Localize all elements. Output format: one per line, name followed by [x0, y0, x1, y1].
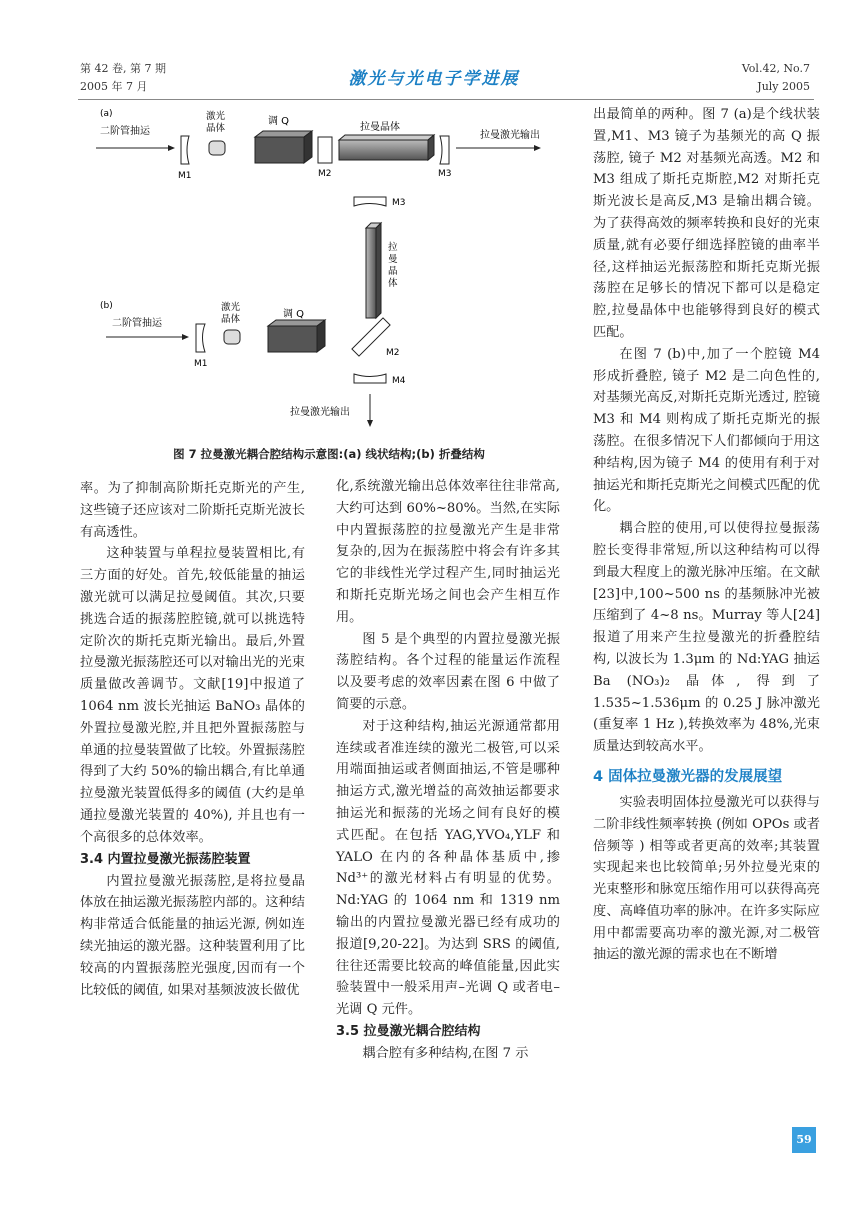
- section-heading-4: 4 固体拉曼激光器的发展展望: [593, 768, 783, 785]
- qswitch-label-b: 调 Q: [283, 309, 305, 320]
- crystal-label-b1: 激光: [221, 302, 241, 313]
- paragraph: 这种装置与单程拉曼装置相比,有三方面的好处。首先,较低能量的抽运激光就可以满足拉曼阈值。其次,只要挑选合适的振荡腔腔镜,就可以挑选特定阶次的斯托克斯光输出。最后,外置拉曼激光振荡腔还可以对输出光的光束质量做改善调节。文献[19]中报道了1064 nm 波长光抽运 BaNO₃ 晶体的外置拉曼激光腔,并且把外置振荡腔与单通的拉曼装置做了比较。外置振荡腔得到了大约 50%的输出耦合,有比单通拉曼激光装置低得多的阈值 (大约是单通拉曼激光装置的 40%), 并且也有一个高很多的总体效率。: [80, 546, 305, 845]
- qswitch-a: [255, 131, 312, 163]
- output-label-a: 拉曼激光输出: [480, 130, 540, 141]
- pump-label-a: 二阶管抽运: [100, 126, 150, 137]
- paragraph: 图 5 是个典型的内置拉曼激光振荡腔结构。各个过程的能量运作流程以及要考虑的效率因素在图 6 中做了简要的示意。: [336, 631, 560, 712]
- mirror-m4-b: [354, 374, 386, 383]
- raman-crystal-a: [339, 135, 434, 160]
- mirror-m1-a: [181, 136, 189, 164]
- raman-crystal-label-a: 拉曼晶体: [360, 122, 400, 133]
- m3-label-b: M3: [392, 198, 406, 208]
- mirror-m2-b: [352, 318, 390, 356]
- figure-caption: 图 7 拉曼激光耦合腔结构示意图:(a) 线状结构;(b) 折叠结构: [173, 447, 485, 461]
- laser-crystal-b: [224, 330, 240, 344]
- paragraph: 对于这种结构,抽运光源通常都用连续或者准连续的激光二极管,可以采用端面抽运或者侧面抽运,不管是哪种抽运方式,激光增益的高效抽运都要求抽运光和振荡的光场之间有良好的模式匹配。在包括 YAG,YVO₄,YLF 和 YALO 在内的各种晶体基质中,掺 Nd³⁺的激光材料占有明显的优势。Nd:YAG 的 1064 nm 和 1319 nm 输出的内置拉曼激光器已经有成功的报道[9,20-22]。为达到 SRS 的阈值,往往还需要比较高的峰值能量,因此实验装置中一般采用声–光调 Q 或者电–光调 Q 元件。: [336, 718, 560, 1018]
- date-info-en: July 2005: [757, 80, 810, 93]
- m3-label-a: M3: [438, 169, 452, 179]
- output-label-b: 拉曼激光输出: [290, 407, 350, 418]
- section-heading-3-5: 3.5 拉曼激光耦合腔结构: [336, 1023, 481, 1039]
- paragraph: 实验表明固体拉曼激光可以获得与二阶非线性频率转换 (例如 OPOs 或者倍频等 ) 相等或者更高的效率;其装置实现起来也比较简单;另外拉曼光束的光束整形和脉宽压缩作用可以获得高亮度、高峰值功率的脉冲。在许多实际应用中都需要高功率的激光源,对二极管抽运的激光源的需求也在不断增: [593, 794, 820, 963]
- qswitch-b: [268, 320, 325, 352]
- mirror-m3-a: [440, 136, 449, 164]
- raman-v2: 曼: [388, 254, 398, 265]
- m1-label-b: M1: [194, 359, 208, 369]
- date-info: 2005 年 7 月: [80, 80, 148, 93]
- section-heading-3-4: 3.4 内置拉曼激光振荡腔装置: [80, 851, 251, 867]
- label-a: (a): [100, 109, 113, 119]
- label-b: (b): [100, 301, 113, 311]
- laser-crystal-a: [209, 141, 225, 155]
- paragraph: 耦合腔的使用,可以使得拉曼振荡腔长变得非常短,所以这种结构可以得到最大程度上的激光脉冲压缩。在文献[23]中,100~500 ns 的基频脉冲光被压缩到了 4~8 ns。Murray 等人[24]报道了用来产生拉曼激光的折叠腔结构, 以波长为 1.3μm 的 Nd:YAG 抽运 Ba (NO₃)₂ 晶体, 得到了 1.535~1.536μm 的 0.25 J 脉冲激光 (重复率 1 Hz ),转换效率为 48%,光束质量达到较高水平。: [593, 521, 820, 755]
- journal-title: 激光与光电子学进展: [348, 69, 520, 89]
- qswitch-label-a: 调 Q: [268, 116, 290, 127]
- paragraph: 在图 7 (b)中,加了一个腔镜 M4 形成折叠腔, 镜子 M2 是二向色性的,对基频光高反,对斯托克斯光透过, 腔镜 M3 和 M4 则构成了斯托克斯光的振荡腔。在很多情况下人们都倾向于用这种结构,因为镜子 M4 的使用有利于对抽运光和斯托克斯光之间模式匹配的优化。: [593, 346, 820, 515]
- paragraph: 耦合腔有多种结构,在图 7 示: [362, 1045, 529, 1061]
- mirror-m3-b: [354, 197, 386, 206]
- crystal-label-a2: 晶体: [206, 123, 226, 134]
- crystal-label-a1: 激光: [206, 111, 226, 122]
- paragraph: 率。为了抑制高阶斯托克斯光的产生,这些镜子还应该对二阶斯托克斯光波长有高透性。: [80, 481, 305, 540]
- paragraph: 化,系统激光输出总体效率往往非常高,大约可达到 60%~80%。当然,在实际中内置振荡腔的拉曼激光产生是非常复杂的,因为在振荡腔中将会有许多其它的非线性光学过程产生,同时抽运光和斯托克斯光场之间也会产生相互作用。: [336, 479, 560, 625]
- m2-label-b: M2: [386, 348, 400, 358]
- header-right: [742, 60, 810, 96]
- m2-label-a: M2: [318, 169, 332, 179]
- column-right: [593, 104, 820, 966]
- m1-label-a: M1: [178, 171, 192, 181]
- raman-v4: 体: [388, 278, 398, 289]
- raman-v1: 拉: [388, 242, 398, 253]
- pump-label-b: 二阶管抽运: [112, 318, 162, 329]
- paragraph: 内置拉曼激光振荡腔,是将拉曼晶体放在抽运激光振荡腔内部的。这种结构非常适合低能量的抽运光源, 例如连续光抽运的激光器。这种装置利用了比较高的内置振荡腔光强度,因而有一个比较低的阈值, 如果对基频波波长做优: [80, 873, 305, 998]
- mirror-m1-b: [196, 324, 205, 352]
- mirror-m2-a: [318, 137, 332, 163]
- volume-info: 第 42 卷, 第 7 期: [80, 62, 166, 75]
- m4-label-b: M4: [392, 376, 406, 386]
- column-middle: [336, 476, 560, 1065]
- raman-v3: 晶: [388, 266, 398, 277]
- column-left: [80, 478, 305, 1001]
- raman-crystal-b: [366, 223, 381, 318]
- crystal-label-b2: 晶体: [221, 314, 241, 325]
- page-number: 59: [792, 1127, 816, 1153]
- cavity-diagram: [78, 104, 580, 432]
- volume-info-en: Vol.42, No.7: [741, 62, 810, 75]
- header-rule: [78, 99, 814, 100]
- paragraph: 出最简单的两种。图 7 (a)是个线状装置,M1、M3 镜子为基频光的高 Q 振荡腔, 镜子 M2 对基频光高透。M2 和 M3 组成了斯托克斯腔,M2 对斯托克斯光波长是高反,M3 是输出耦合镜。为了获得高效的频率转换和良好的光束质量,就有必要仔细选择腔镜的曲率半径,这样抽运光振荡腔和斯托克斯光振荡腔在足够长的情况下都可以是稳定腔,拉曼晶体中也能够得到良好的模式匹配。: [593, 107, 820, 340]
